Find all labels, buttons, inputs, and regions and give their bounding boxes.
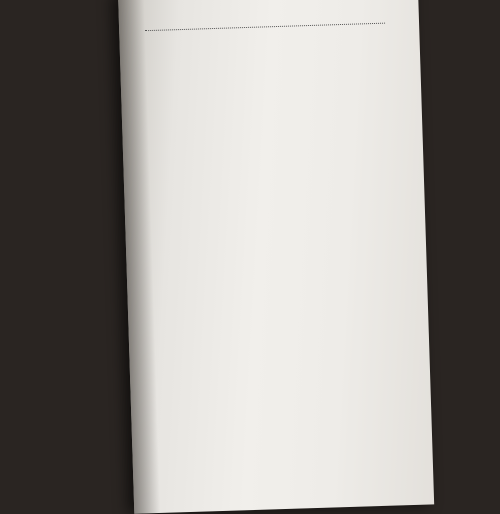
chapter-heading (143, 25, 403, 34)
book-page (118, 0, 434, 514)
chapter-page (387, 26, 403, 27)
leader-dots (145, 23, 385, 32)
table-of-contents (143, 5, 404, 34)
page-spine-shadow (118, 0, 160, 514)
